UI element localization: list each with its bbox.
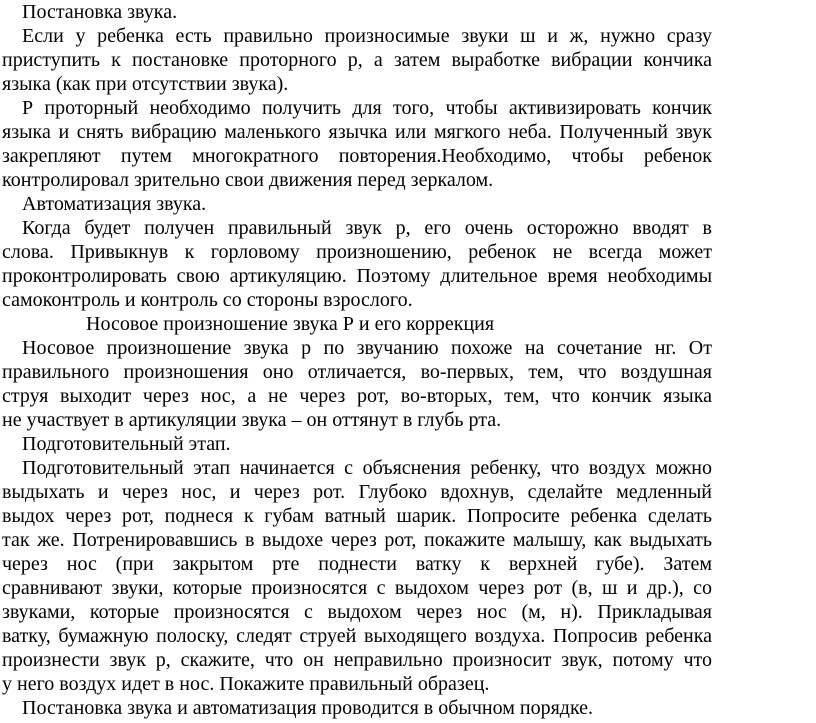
heading-preparatory-stage: Подготовительный этап.	[22, 433, 231, 455]
paragraph-line: сравнивают звуки, которые произносятся с выдохом через рот (в, ш и др.), со	[2, 577, 712, 599]
paragraph-line: языка и снять вибрацию маленького язычка или мягкого неба. Полученный звук	[2, 121, 712, 143]
paragraph-line: Подготовительный этап начинается с объяснения ребенку, что воздух можно	[22, 457, 712, 479]
paragraph-line: правильного произношения оно отличается, во-первых, тем, что воздушная	[2, 361, 712, 383]
paragraph-line: струя выходит через нос, а не через рот, во-вторых, тем, что кончик языка	[2, 385, 712, 407]
paragraph-line: не участвует в артикуляции звука – он оттянут в глубь рта.	[2, 409, 502, 431]
paragraph-line: звуками, которые произносятся с выдохом через нос (м, н). Прикладывая	[2, 601, 712, 623]
paragraph-line: Когда будет получен правильный звук р, его очень осторожно вводят в	[22, 217, 712, 239]
paragraph-line: через нос (при закрытом рте поднести ватку к верхней губе). Затем	[2, 553, 712, 575]
paragraph-line: произнести звук р, скажите, что он неправильно произносит звук, потому что	[2, 649, 712, 671]
paragraph-line-final: Постановка звука и автоматизация проводится в обычном порядке.	[22, 697, 594, 719]
paragraph-line: Р проторный необходимо получить для того, чтобы активизировать кончик	[22, 97, 712, 119]
paragraph-line: у него воздух идет в нос. Покажите правильный образец.	[2, 673, 490, 695]
paragraph-line: Если у ребенка есть правильно произносимые звуки ш и ж, нужно сразу	[22, 25, 712, 47]
paragraph-line: проконтролировать свою артикуляцию. Поэтому длительное время необходимы	[2, 265, 712, 287]
paragraph-line: ватку, бумажную полоску, следят струей выходящего воздуха. Попросив ребенка	[2, 625, 712, 647]
paragraph-line: так же. Потренировавшись в выдохе через рот, покажите малышу, как выдыхать	[2, 529, 712, 551]
paragraph-line: языка (как при отсутствии звука).	[2, 73, 289, 95]
paragraph-line: приступить к постановке проторного р, а затем выработке вибрации кончика	[2, 49, 712, 71]
heading-nasal-pronunciation: Носовое произношение звука Р и его коррекция	[86, 313, 495, 335]
heading-sound-setting: Постановка звука.	[22, 1, 178, 23]
paragraph-line: закрепляют путем многократного повторения.Необходимо, чтобы ребенок	[2, 145, 712, 167]
paragraph-line: выдыхать и через нос, и через рот. Глубоко вдохнув, сделайте медленный	[2, 481, 712, 503]
paragraph-line: самоконтроль и контроль со стороны взрослого.	[2, 289, 413, 311]
heading-automation: Автоматизация звука.	[22, 193, 207, 215]
paragraph-line: слова. Привыкнув к горловому произношению, ребенок не всегда может	[2, 241, 712, 263]
paragraph-line: выдох через рот, поднеся к губам ватный шарик. Попросите ребенка сделать	[2, 505, 712, 527]
paragraph-line: контролировал зрительно свои движения перед зеркалом.	[2, 169, 494, 191]
paragraph-line: Носовое произношение звука р по звучанию похоже на сочетание нг. От	[22, 337, 712, 359]
